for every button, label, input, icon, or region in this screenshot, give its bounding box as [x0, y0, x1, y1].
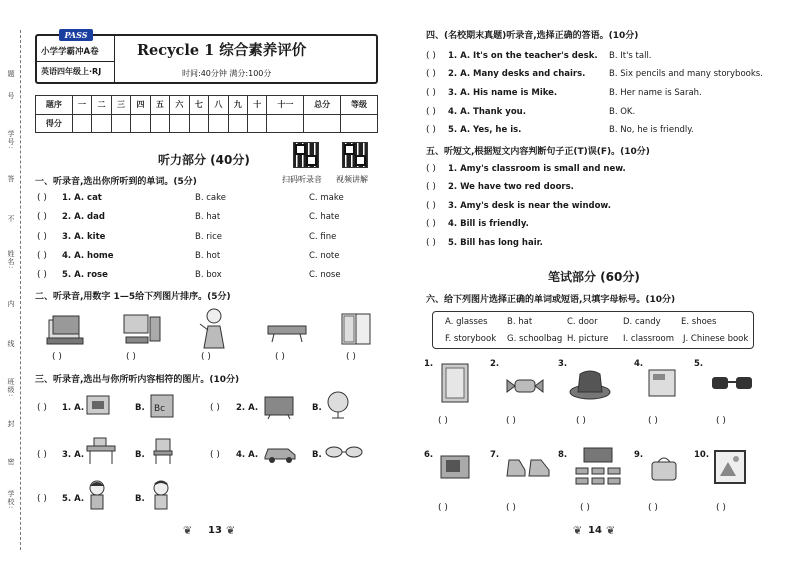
question-4-option-c: C. note	[309, 251, 340, 261]
answer-paren[interactable]: ( )	[37, 212, 47, 222]
score-cell: 六	[170, 96, 189, 115]
score-cell: 七	[189, 96, 208, 115]
picture-number: 8.	[558, 450, 568, 460]
answer-paren[interactable]: ( )	[426, 201, 436, 211]
header-series-block	[37, 30, 115, 82]
answer-paren[interactable]: ( )	[210, 403, 220, 413]
question-2-label: 2. A.	[236, 403, 259, 413]
score-cell: 总分	[304, 96, 341, 115]
score-input-cell[interactable]	[304, 114, 341, 133]
qr-video-label: 视频讲解	[336, 175, 368, 184]
word-option: B. hat	[507, 317, 533, 327]
sec4-q4-option-a: 4. A. Thank you.	[448, 107, 526, 117]
picture-blackboard-icon	[262, 394, 296, 420]
score-cell: 一	[72, 96, 91, 115]
picture-books-icon	[45, 314, 87, 348]
section-4-rest: 听录音,选择正确的答语。(10分)	[506, 31, 639, 41]
question-2-option-b: B. hat	[195, 212, 221, 222]
score-cell: 得分	[36, 114, 73, 133]
writing-section-title: 笔试部分 (60分)	[548, 270, 640, 284]
score-cell: 十一	[267, 96, 304, 115]
question-4-option-b: B. hot	[195, 251, 221, 261]
answer-paren[interactable]: ( )	[580, 503, 590, 513]
question-1-option-c: C. make	[309, 193, 344, 203]
question-2-option-a: 2. A. dad	[62, 212, 105, 222]
margin-label: 号	[7, 92, 15, 100]
sec5-statement-1: 1. Amy's classroom is small and new.	[448, 164, 626, 174]
question-3-option-a: 3. A. kite	[62, 232, 106, 242]
sec5-statement-4: 4. Bill is friendly.	[448, 219, 529, 229]
sec4-q2-option-b: B. Six pencils and many storybooks.	[609, 69, 763, 79]
answer-paren[interactable]: ( )	[37, 193, 47, 203]
score-cell: 二	[92, 96, 111, 115]
sec4-q1-option-b: B. It's tall.	[609, 51, 652, 61]
grade-label: 英语四年级上·RJ	[41, 67, 102, 76]
score-input-cell[interactable]	[209, 114, 228, 133]
word-option: C. door	[567, 317, 598, 327]
answer-paren[interactable]: ( )	[37, 270, 47, 280]
section-5-title: 五、听短文,根据短文内容判断句子正(T)误(F)。(10分)	[426, 147, 650, 157]
answer-paren[interactable]: ( )	[648, 503, 658, 513]
picture-boy-long-hair-icon	[84, 478, 110, 512]
word-bank	[432, 311, 754, 349]
answer-paren[interactable]: ( )	[716, 503, 726, 513]
picture-door-icon	[438, 362, 472, 404]
sec5-statement-3: 3. Amy's desk is near the window.	[448, 201, 611, 211]
answer-paren[interactable]: ( )	[648, 416, 658, 426]
margin-label: 线	[7, 340, 15, 348]
sec5-statement-2: 2. We have two red doors.	[448, 182, 574, 192]
section-4-title	[426, 28, 638, 41]
word-option: A. glasses	[445, 317, 488, 327]
page-number-right: 14	[588, 525, 602, 536]
question-3-option-b: B. rice	[195, 232, 222, 242]
binding-line	[20, 30, 21, 550]
question-1-label: 1. A.	[62, 403, 85, 413]
listening-section-title: 听力部分 (40分)	[158, 153, 250, 167]
answer-paren[interactable]: ( )	[438, 503, 448, 513]
word-option: G. schoolbag	[507, 334, 563, 344]
score-cell: 等级	[341, 96, 378, 115]
picture-boy-short-hair-icon	[148, 478, 174, 512]
picture-reading-icon	[84, 392, 112, 418]
answer-paren[interactable]: ( )	[37, 403, 47, 413]
divider	[37, 61, 115, 62]
answer-paren[interactable]: ( )	[201, 352, 211, 362]
tree-icon: ❦	[573, 524, 583, 537]
question-4-label: 4. A.	[236, 450, 259, 460]
question-3-b-label: B.	[135, 450, 145, 460]
sec4-q2-option-a: 2. A. Many desks and chairs.	[448, 69, 586, 79]
picture-number: 10.	[694, 450, 710, 460]
score-input-cell[interactable]	[111, 114, 130, 133]
picture-glasses-icon	[324, 444, 364, 460]
margin-label: 不	[7, 215, 15, 223]
tree-icon: ❦	[183, 524, 193, 537]
score-table	[35, 95, 378, 133]
picture-abc-board-icon	[148, 392, 176, 420]
exam-header	[35, 30, 378, 84]
qr-audio-label: 扫码听录音	[282, 175, 322, 184]
picture-chinese-book-icon	[645, 366, 679, 400]
word-option: J. Chinese book	[683, 334, 749, 344]
sec4-q3-option-a: 3. A. His name is Mike.	[448, 88, 558, 98]
score-cell: 题序	[36, 96, 73, 115]
picture-storybook-icon	[438, 452, 472, 482]
answer-paren[interactable]: ( )	[37, 494, 47, 504]
tree-icon: ❦	[606, 524, 616, 537]
score-input-cell[interactable]	[72, 114, 91, 133]
score-cell: 九	[228, 96, 247, 115]
answer-paren[interactable]: ( )	[716, 416, 726, 426]
series-name: 小学学霸冲A卷	[41, 47, 99, 57]
margin-label: 答	[7, 175, 15, 183]
picture-computer-icon	[122, 313, 162, 347]
exam-title: Recycle 1 综合素养评价	[137, 42, 307, 59]
word-option: H. picture	[567, 334, 609, 344]
question-3-label: 3. A.	[62, 450, 85, 460]
score-input-cell[interactable]	[131, 114, 150, 133]
answer-paren[interactable]: ( )	[426, 164, 436, 174]
question-1-option-b: B. cake	[195, 193, 226, 203]
exam-meta: 时间:40分钟 满分:100分	[182, 69, 272, 78]
section-4-prefix: 四、	[426, 31, 445, 41]
question-1-b-label: B.	[135, 403, 145, 413]
picture-desk-icon	[84, 436, 118, 466]
answer-paren[interactable]: ( )	[426, 182, 436, 192]
picture-classroom-icon	[572, 446, 624, 486]
question-3-option-c: C. fine	[309, 232, 337, 242]
sec4-q5-option-a: 5. A. Yes, he is.	[448, 125, 522, 135]
question-2-b-label: B.	[312, 403, 322, 413]
answer-paren[interactable]: ( )	[438, 416, 448, 426]
answer-paren[interactable]: ( )	[506, 416, 516, 426]
score-cell: 四	[131, 96, 150, 115]
picture-number: 9.	[634, 450, 644, 460]
answer-paren[interactable]: ( )	[346, 352, 356, 362]
picture-number: 3.	[558, 359, 568, 369]
answer-paren[interactable]: ( )	[275, 352, 285, 362]
picture-picture-frame-icon	[712, 448, 748, 486]
answer-paren[interactable]: ( )	[426, 88, 436, 98]
picture-number: 6.	[424, 450, 434, 460]
score-input-cell[interactable]	[341, 114, 378, 133]
word-option: E. shoes	[681, 317, 717, 327]
picture-fan-icon	[324, 390, 352, 420]
word-option: I. classroom	[623, 334, 674, 344]
question-5-option-c: C. nose	[309, 270, 341, 280]
score-cell: 三	[111, 96, 130, 115]
picture-number: 4.	[634, 359, 644, 369]
section-2-title: 二、听录音,用数字 1—5给下列图片排序。(5分)	[35, 292, 231, 302]
margin-label: 密	[7, 458, 15, 466]
score-input-cell[interactable]	[228, 114, 247, 133]
sec4-q4-option-b: B. OK.	[609, 107, 636, 117]
score-input-cell[interactable]	[267, 114, 304, 133]
score-input-cell[interactable]	[92, 114, 111, 133]
question-2-option-c: C. hate	[309, 212, 340, 222]
sec4-q5-option-b: B. No, he is friendly.	[609, 125, 694, 135]
score-input-cell[interactable]	[189, 114, 208, 133]
picture-chair-icon	[148, 436, 178, 466]
picture-number: 7.	[490, 450, 500, 460]
picture-schoolbag-icon	[648, 454, 680, 484]
score-header-row	[36, 96, 378, 115]
svg-text:Bc: Bc	[154, 404, 166, 414]
margin-class-label: 班级:	[7, 378, 15, 398]
qr-code-video[interactable]	[342, 142, 368, 168]
score-cell: 五	[150, 96, 169, 115]
answer-paren[interactable]: ( )	[426, 107, 436, 117]
margin-label: 封	[7, 420, 15, 428]
margin-name-label: 姓名:	[7, 250, 15, 270]
picture-car-icon	[262, 442, 298, 464]
picture-window-icon	[338, 312, 374, 348]
section-3-title: 三、听录音,选出与你所听内容相符的图片。(10分)	[35, 375, 240, 385]
answer-paren[interactable]: ( )	[426, 69, 436, 79]
answer-paren[interactable]: ( )	[37, 450, 47, 460]
answer-paren[interactable]: ( )	[210, 450, 220, 460]
question-5-b-label: B.	[135, 494, 145, 504]
question-5-option-b: B. box	[195, 270, 222, 280]
sec4-q3-option-b: B. Her name is Sarah.	[609, 88, 702, 98]
word-option: D. candy	[623, 317, 661, 327]
picture-number: 1.	[424, 359, 434, 369]
answer-paren[interactable]: ( )	[576, 416, 586, 426]
margin-id-label: 学号:	[7, 130, 15, 150]
question-5-label: 5. A.	[62, 494, 85, 504]
answer-paren[interactable]: ( )	[426, 51, 436, 61]
answer-paren[interactable]: ( )	[37, 232, 47, 242]
question-5-option-a: 5. A. rose	[62, 270, 108, 280]
picture-girl-icon	[196, 306, 232, 350]
question-4-b-label: B.	[312, 450, 322, 460]
answer-paren[interactable]: ( )	[426, 219, 436, 229]
question-1-option-a: 1. A. cat	[62, 193, 102, 203]
score-input-cell[interactable]	[170, 114, 189, 133]
answer-paren[interactable]: ( )	[37, 251, 47, 261]
margin-label: 题	[7, 70, 15, 78]
picture-hat-icon	[568, 368, 612, 402]
sec4-q1-option-a: 1. A. It's on the teacher's desk.	[448, 51, 598, 61]
answer-paren[interactable]: ( )	[52, 352, 62, 362]
page-number-left: 13	[208, 525, 222, 536]
score-input-cell[interactable]	[248, 114, 267, 133]
picture-board-icon	[266, 318, 308, 344]
section-6-title: 六、给下列图片选择正确的单词或短语,只填字母标号。(10分)	[426, 295, 676, 305]
score-input-cell[interactable]	[150, 114, 169, 133]
picture-candy-icon	[505, 376, 545, 396]
sec5-statement-5: 5. Bill has long hair.	[448, 238, 543, 248]
picture-shoes-icon	[505, 456, 551, 480]
qr-code-audio[interactable]	[293, 142, 319, 168]
answer-paren[interactable]: ( )	[126, 352, 136, 362]
question-4-option-a: 4. A. home	[62, 251, 114, 261]
answer-paren[interactable]: ( )	[426, 238, 436, 248]
tree-icon: ❦	[226, 524, 236, 537]
score-cell: 八	[209, 96, 228, 115]
picture-number: 5.	[694, 359, 704, 369]
picture-glasses-icon	[710, 374, 754, 392]
brand-logo: PASS	[59, 29, 93, 41]
section-4-tag: (名校期末真题)	[444, 31, 507, 41]
score-value-row	[36, 114, 378, 133]
picture-number: 2.	[490, 359, 500, 369]
word-option: F. storybook	[445, 334, 497, 344]
section-1-title: 一、听录音,选出你所听到的单词。(5分)	[35, 177, 197, 187]
margin-school-label: 学校:	[7, 490, 15, 510]
answer-paren[interactable]: ( )	[426, 125, 436, 135]
score-cell: 十	[248, 96, 267, 115]
margin-label: 内	[7, 300, 15, 308]
answer-paren[interactable]: ( )	[506, 503, 516, 513]
